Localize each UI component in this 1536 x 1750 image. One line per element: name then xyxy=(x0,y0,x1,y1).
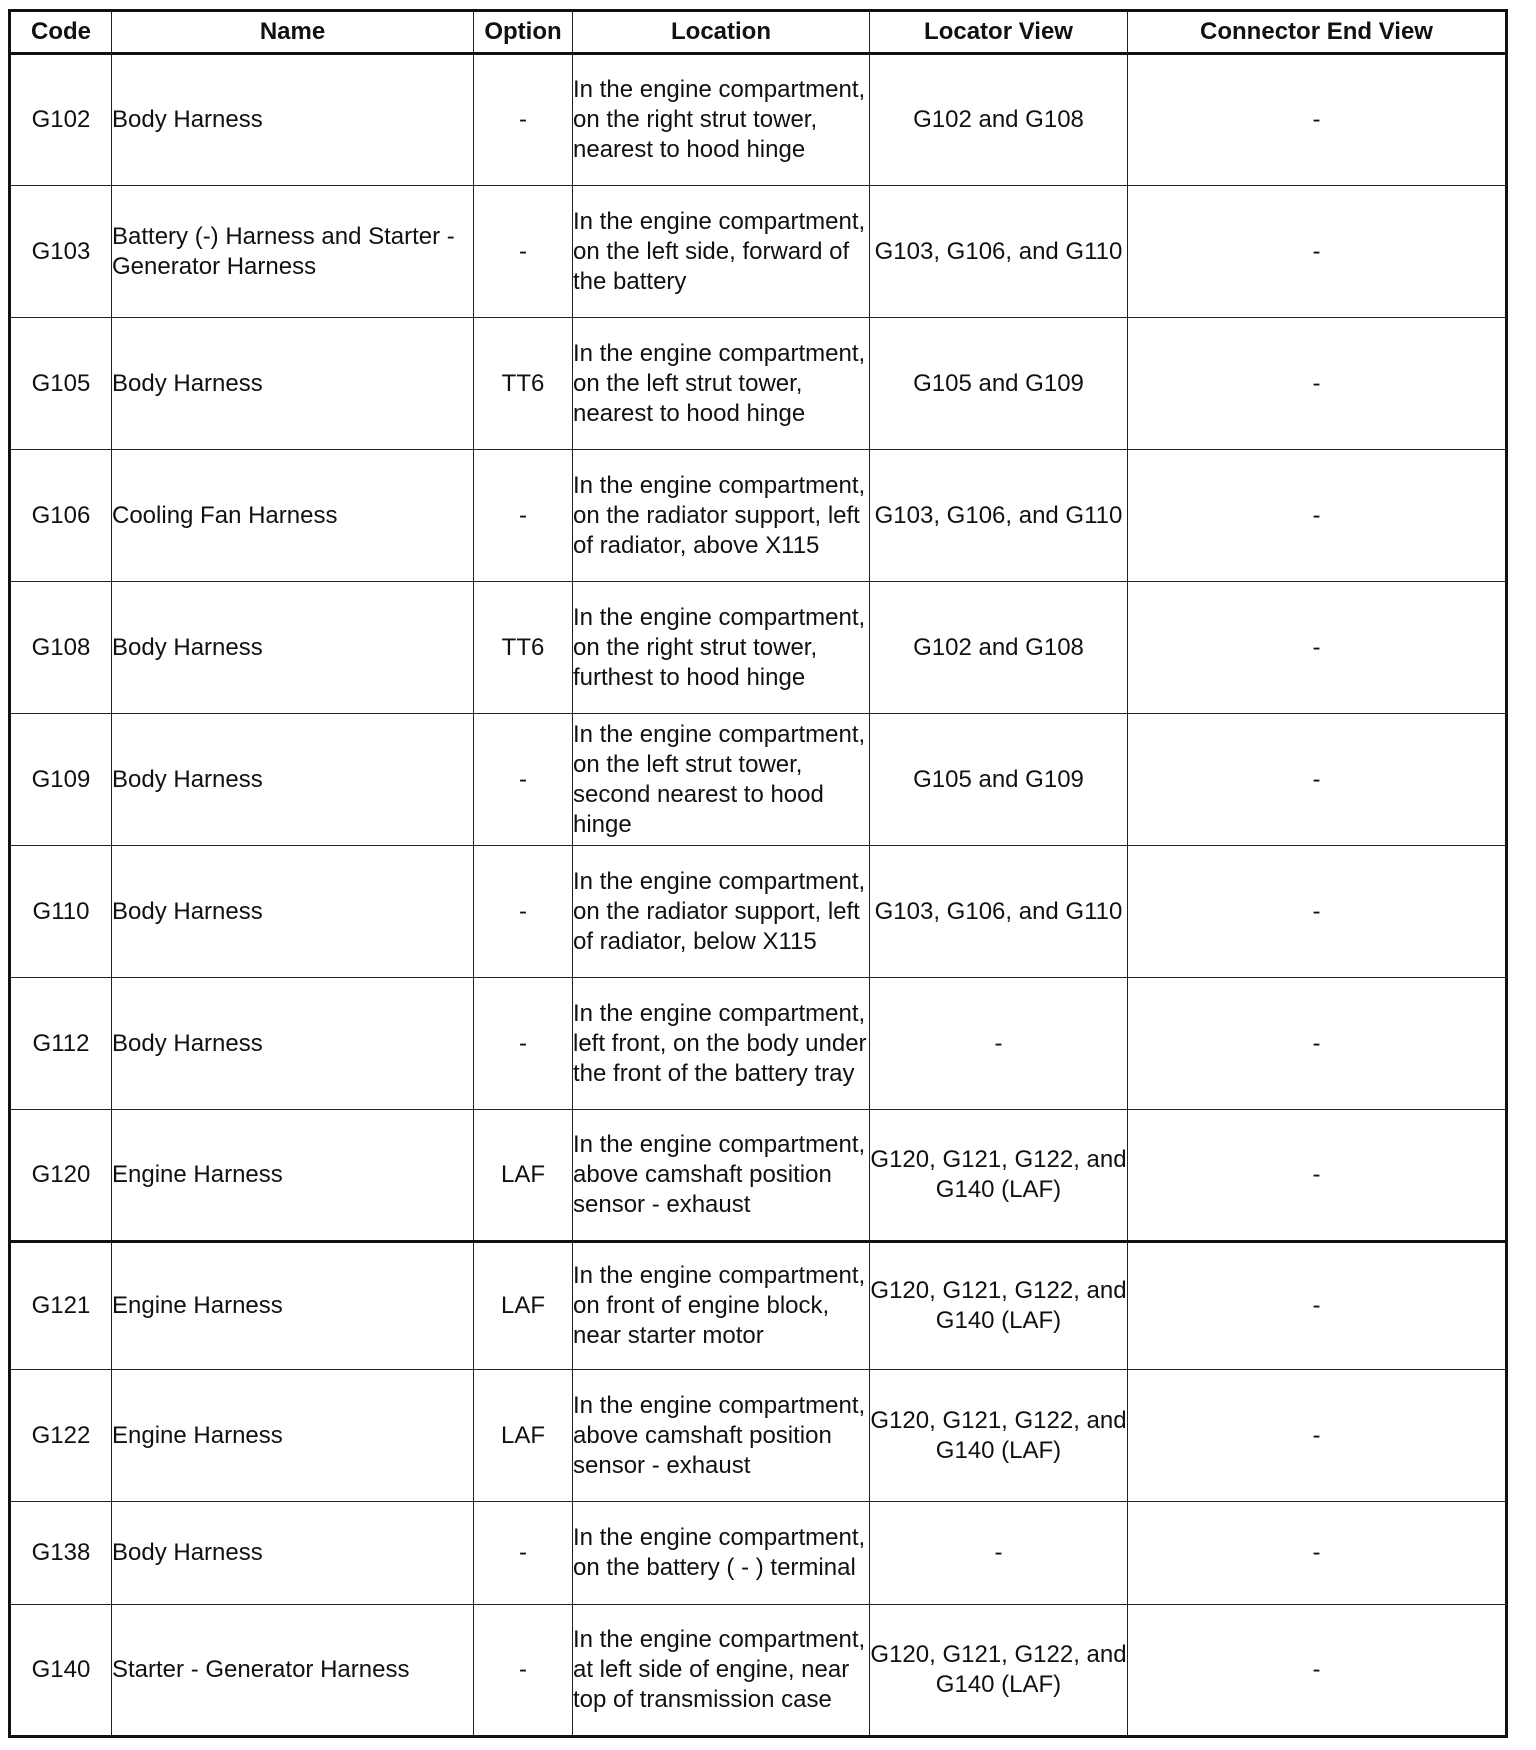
table-row xyxy=(10,1605,1507,1737)
cell-location: In the engine compartment, on the right strut tower, nearest to hood hinge xyxy=(573,54,870,186)
cell-connector-end-view: - xyxy=(1128,714,1507,846)
cell-option: LAF xyxy=(474,1370,573,1502)
table-row xyxy=(10,1110,1507,1242)
cell-option: - xyxy=(474,186,573,318)
cell-locator-view: G120, G121, G122, and G140 (LAF) xyxy=(870,1110,1128,1242)
cell-name: Starter - Generator Harness xyxy=(112,1605,474,1737)
cell-location: In the engine compartment, on the battery ( - ) terminal xyxy=(573,1502,870,1605)
cell-connector-end-view: - xyxy=(1128,978,1507,1110)
cell-code: G121 xyxy=(10,1242,112,1370)
cell-name: Engine Harness xyxy=(112,1110,474,1242)
cell-code: G102 xyxy=(10,54,112,186)
cell-code: G120 xyxy=(10,1110,112,1242)
cell-locator-view: G120, G121, G122, and G140 (LAF) xyxy=(870,1370,1128,1502)
cell-code: G105 xyxy=(10,318,112,450)
cell-locator-view: - xyxy=(870,1502,1128,1605)
cell-option: LAF xyxy=(474,1110,573,1242)
cell-option: TT6 xyxy=(474,318,573,450)
cell-name: Body Harness xyxy=(112,846,474,978)
cell-location: In the engine compartment, left front, on the body under the front of the battery tray xyxy=(573,978,870,1110)
header-name: Name xyxy=(112,11,474,54)
cell-code: G103 xyxy=(10,186,112,318)
header-location: Location xyxy=(573,11,870,54)
table-row xyxy=(10,978,1507,1110)
cell-code: G138 xyxy=(10,1502,112,1605)
cell-name: Body Harness xyxy=(112,1502,474,1605)
cell-code: G109 xyxy=(10,714,112,846)
cell-option: - xyxy=(474,1502,573,1605)
table-row xyxy=(10,582,1507,714)
cell-locator-view: G103, G106, and G110 xyxy=(870,450,1128,582)
cell-locator-view: - xyxy=(870,978,1128,1110)
cell-name: Body Harness xyxy=(112,582,474,714)
cell-connector-end-view: - xyxy=(1128,1242,1507,1370)
cell-connector-end-view: - xyxy=(1128,1370,1507,1502)
cell-connector-end-view: - xyxy=(1128,186,1507,318)
cell-option: - xyxy=(474,714,573,846)
cell-location: In the engine compartment, above camshaft position sensor - exhaust xyxy=(573,1110,870,1242)
cell-name: Engine Harness xyxy=(112,1242,474,1370)
cell-code: G108 xyxy=(10,582,112,714)
table-header-row xyxy=(10,11,1507,54)
cell-option: - xyxy=(474,978,573,1110)
cell-connector-end-view: - xyxy=(1128,318,1507,450)
cell-connector-end-view: - xyxy=(1128,54,1507,186)
cell-location: In the engine compartment, above camshaft position sensor - exhaust xyxy=(573,1370,870,1502)
cell-name: Body Harness xyxy=(112,978,474,1110)
cell-location: In the engine compartment, at left side of engine, near top of transmission case xyxy=(573,1605,870,1737)
table-row xyxy=(10,186,1507,318)
cell-code: G140 xyxy=(10,1605,112,1737)
cell-connector-end-view: - xyxy=(1128,450,1507,582)
table-row xyxy=(10,1502,1507,1605)
cell-name: Cooling Fan Harness xyxy=(112,450,474,582)
cell-code: G106 xyxy=(10,450,112,582)
cell-option: TT6 xyxy=(474,582,573,714)
table-row xyxy=(10,1370,1507,1502)
cell-location: In the engine compartment, on the radiator support, left of radiator, above X115 xyxy=(573,450,870,582)
table-row xyxy=(10,846,1507,978)
cell-option: - xyxy=(474,54,573,186)
cell-name: Body Harness xyxy=(112,714,474,846)
cell-code: G122 xyxy=(10,1370,112,1502)
cell-connector-end-view: - xyxy=(1128,846,1507,978)
cell-locator-view: G120, G121, G122, and G140 (LAF) xyxy=(870,1242,1128,1370)
cell-option: - xyxy=(474,450,573,582)
header-code: Code xyxy=(10,11,112,54)
cell-name: Engine Harness xyxy=(112,1370,474,1502)
cell-name: Body Harness xyxy=(112,54,474,186)
cell-name: Body Harness xyxy=(112,318,474,450)
table-row xyxy=(10,54,1507,186)
ground-locations-table xyxy=(8,9,1508,1738)
cell-locator-view: G103, G106, and G110 xyxy=(870,186,1128,318)
cell-locator-view: G102 and G108 xyxy=(870,582,1128,714)
cell-code: G110 xyxy=(10,846,112,978)
cell-locator-view: G103, G106, and G110 xyxy=(870,846,1128,978)
cell-location: In the engine compartment, on the left strut tower, nearest to hood hinge xyxy=(573,318,870,450)
cell-name: Battery (-) Harness and Starter - Generator Harness xyxy=(112,186,474,318)
header-option: Option xyxy=(474,11,573,54)
cell-location: In the engine compartment, on the radiator support, left of radiator, below X115 xyxy=(573,846,870,978)
cell-locator-view: G105 and G109 xyxy=(870,318,1128,450)
cell-connector-end-view: - xyxy=(1128,1605,1507,1737)
cell-option: - xyxy=(474,846,573,978)
cell-connector-end-view: - xyxy=(1128,1502,1507,1605)
cell-locator-view: G105 and G109 xyxy=(870,714,1128,846)
cell-location: In the engine compartment, on the right strut tower, furthest to hood hinge xyxy=(573,582,870,714)
cell-location: In the engine compartment, on front of engine block, near starter motor xyxy=(573,1242,870,1370)
cell-option: - xyxy=(474,1605,573,1737)
cell-locator-view: G120, G121, G122, and G140 (LAF) xyxy=(870,1605,1128,1737)
cell-locator-view: G102 and G108 xyxy=(870,54,1128,186)
cell-connector-end-view: - xyxy=(1128,1110,1507,1242)
table-row xyxy=(10,318,1507,450)
cell-location: In the engine compartment, on the left strut tower, second nearest to hood hinge xyxy=(573,714,870,846)
cell-option: LAF xyxy=(474,1242,573,1370)
header-locator-view: Locator View xyxy=(870,11,1128,54)
cell-location: In the engine compartment, on the left side, forward of the battery xyxy=(573,186,870,318)
cell-code: G112 xyxy=(10,978,112,1110)
table-row xyxy=(10,714,1507,846)
header-connector-end-view: Connector End View xyxy=(1128,11,1507,54)
cell-connector-end-view: - xyxy=(1128,582,1507,714)
table-row xyxy=(10,1242,1507,1370)
table-row xyxy=(10,450,1507,582)
